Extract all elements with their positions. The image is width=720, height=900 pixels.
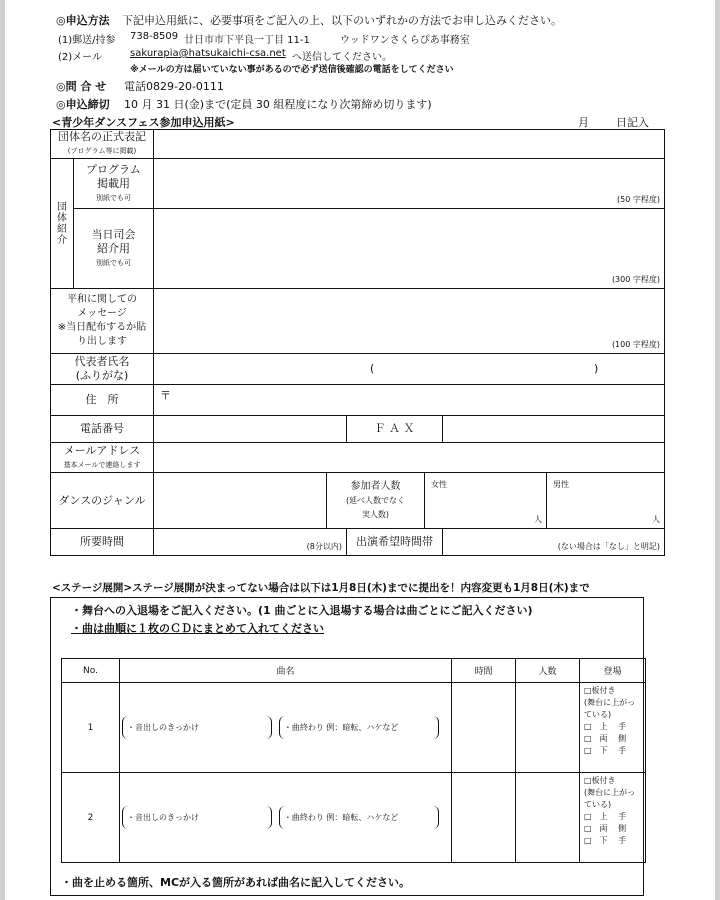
cue-start[interactable]: ・音出しのきっかけ	[122, 716, 272, 739]
entrance-options	[580, 773, 646, 863]
rep-label	[51, 354, 154, 385]
count-label	[327, 473, 425, 529]
peace-line2: メッセージ	[77, 308, 127, 319]
method-text: 下記申込用紙に、必要事項をご記入の上、以下のいずれかの方法でお申し込みください。	[122, 14, 562, 27]
option-lower-checkbox[interactable]: □ 下 手	[584, 746, 627, 755]
option-upper-checkbox[interactable]: □ 上 手	[584, 812, 627, 821]
peace-line4: り出します	[77, 336, 127, 347]
col-people: 人数	[516, 659, 580, 683]
left-page-margin	[0, 0, 5, 900]
phone-field[interactable]	[154, 416, 347, 443]
female-count-field[interactable]	[425, 473, 547, 529]
option-lower-checkbox[interactable]: □ 下 手	[584, 836, 627, 845]
song-time-field[interactable]	[452, 773, 516, 863]
program-line1: プログラム	[86, 162, 141, 176]
male-label: 男性	[553, 480, 569, 489]
entrance-options	[580, 683, 646, 773]
program-field[interactable]	[154, 159, 665, 209]
mail-label: (1)郵送/持参	[58, 35, 116, 46]
stage-footer-note: ・曲を止める箇所、MCが入る箇所があれば曲名に記入してください。	[61, 876, 411, 889]
rep-open-paren: (	[370, 362, 375, 375]
email-address-link[interactable]: sakurapia@hatsukaichi-csa.net	[130, 48, 286, 59]
date-month: 月	[578, 116, 589, 129]
preferred-time-label: 出演希望時間帯	[347, 529, 443, 556]
cue-end[interactable]: ・曲終わり 例：暗転、ハケなど	[279, 806, 439, 829]
count-line3: 実人数)	[361, 509, 390, 519]
preferred-note: (ない場合は「なし」と明記)	[557, 542, 660, 551]
cue-end[interactable]: ・曲終わり 例：暗転、ハケなど	[279, 716, 439, 739]
cue-start[interactable]: ・音出しのきっかけ	[122, 806, 272, 829]
postal-mark: 〒	[160, 389, 171, 402]
option-stage-sub2: ている)	[584, 800, 612, 809]
email-line2: 基本メールで連絡します	[63, 460, 141, 469]
date-day: 日記入	[616, 116, 649, 129]
mail-address: 廿日市市下平良一丁目 11-1	[184, 35, 310, 46]
deadline-label: ◎申込締切	[56, 98, 110, 111]
option-upper-checkbox[interactable]: □ 上 手	[584, 722, 627, 731]
song-table	[61, 658, 646, 863]
phone-label: 電話番号	[51, 416, 154, 443]
time-label: 所要時間	[51, 529, 154, 556]
rep-line1: 代表者氏名	[74, 355, 130, 368]
peace-field[interactable]	[154, 289, 665, 354]
stage-instruction-1: ・舞台への入退場をご記入ください。(1 曲ごとに入退場する場合は曲ごとにご記入ください)	[71, 604, 533, 617]
intro-side-text: 団体紹介	[57, 201, 67, 246]
day-line2: 紹介用	[97, 241, 130, 255]
female-label: 女性	[431, 480, 447, 489]
mail-postal: 738-8509	[130, 31, 179, 42]
option-both-checkbox[interactable]: □ 両 側	[584, 824, 627, 833]
group-name-label	[51, 130, 154, 159]
song-people-field[interactable]	[516, 773, 580, 863]
email-note: ※メールの方は届いていない事があるので必ず送信後確認の電話をしてください	[130, 65, 454, 75]
form-title: <青少年ダンスフェス参加申込用紙>	[52, 116, 235, 129]
male-unit: 人	[652, 515, 660, 524]
email-field[interactable]	[154, 443, 665, 473]
genre-field[interactable]	[154, 473, 327, 529]
col-entrance: 登場	[580, 659, 646, 683]
time-note: (8分以内)	[306, 542, 342, 551]
email-line1: メールアドレス	[63, 443, 141, 457]
peace-line1: 平和に関しての	[67, 294, 137, 305]
day-sub: 別紙でも可	[96, 258, 131, 267]
song-title-field[interactable]	[120, 773, 452, 863]
peace-line3: ※当日配布するか貼	[57, 322, 147, 333]
address-label: 住 所	[51, 385, 154, 416]
day-note: (300 字程度)	[611, 275, 660, 284]
stage-heading: <ステージ展開>ステージ展開が決まってない場合は以下は1月8日(木)までに提出を！内容変更も1月8日(木)まで	[52, 582, 590, 594]
program-line2: 掲載用	[97, 176, 130, 190]
time-field[interactable]	[154, 529, 347, 556]
day-line1: 当日司会	[91, 227, 136, 241]
stage-instruction-2: ・曲は曲順に１枚のＣＤにまとめて入れてください	[71, 622, 324, 635]
program-label	[74, 159, 154, 209]
stage-box	[50, 597, 644, 896]
option-stage-sub2: ている)	[584, 710, 612, 719]
song-title-field[interactable]	[120, 683, 452, 773]
option-stage-checkbox[interactable]: □板付き	[584, 686, 616, 695]
male-count-field[interactable]	[547, 473, 665, 529]
address-field[interactable]	[154, 385, 665, 416]
song-people-field[interactable]	[516, 683, 580, 773]
rep-field[interactable]	[154, 354, 665, 385]
intro-side-label	[51, 159, 74, 289]
option-stage-sub1: (舞台に上がっ	[584, 698, 636, 707]
group-name-sub: (プログラム等に掲載)	[67, 147, 137, 155]
col-no: No.	[62, 659, 120, 683]
program-sub: 別紙でも可	[96, 193, 131, 202]
contact-label: ◎問 合 せ	[56, 80, 107, 93]
option-stage-sub1: (舞台に上がっ	[584, 788, 636, 797]
col-song-title: 曲名	[120, 659, 452, 683]
peace-label	[51, 289, 154, 354]
day-intro-label	[74, 209, 154, 289]
peace-note: (100 字程度)	[611, 340, 660, 349]
day-intro-field[interactable]	[154, 209, 665, 289]
contact-phone: 電話0829-20-0111	[124, 80, 224, 93]
email-suffix: へ送信してください。	[292, 52, 392, 63]
song-no: 1	[62, 683, 120, 773]
right-page-margin	[715, 0, 720, 900]
rep-close-paren: )	[594, 362, 599, 375]
song-row	[62, 683, 646, 773]
song-row	[62, 773, 646, 863]
female-unit: 人	[534, 515, 542, 524]
method-label: ◎申込方法	[56, 14, 110, 27]
deadline-text: 10 月 31 日(金)まで(定員 30 組程度になり次第締め切ります)	[124, 98, 432, 111]
group-name-text: 団体名の正式表記	[58, 130, 146, 143]
count-line1: 参加者人数	[350, 480, 401, 492]
genre-label: ダンスのジャンル	[51, 473, 154, 529]
mail-office: ウッドワンさくらぴあ事務室	[340, 35, 470, 46]
group-name-field[interactable]	[154, 130, 665, 159]
fax-field[interactable]	[443, 416, 665, 443]
email-label-cell	[51, 443, 154, 473]
program-note: (50 字程度)	[617, 195, 660, 204]
col-time: 時間	[452, 659, 516, 683]
email-label: (2)メール	[58, 52, 102, 63]
application-form	[50, 129, 665, 556]
rep-line2: (ふりがな)	[75, 369, 129, 382]
song-no: 2	[62, 773, 120, 863]
option-both-checkbox[interactable]: □ 両 側	[584, 734, 627, 743]
fax-label: Ｆ Ａ Ｘ	[347, 416, 443, 443]
preferred-time-field[interactable]	[443, 529, 665, 556]
song-time-field[interactable]	[452, 683, 516, 773]
option-stage-checkbox[interactable]: □板付き	[584, 776, 616, 785]
count-line2: (延べ人数でなく	[345, 495, 406, 505]
